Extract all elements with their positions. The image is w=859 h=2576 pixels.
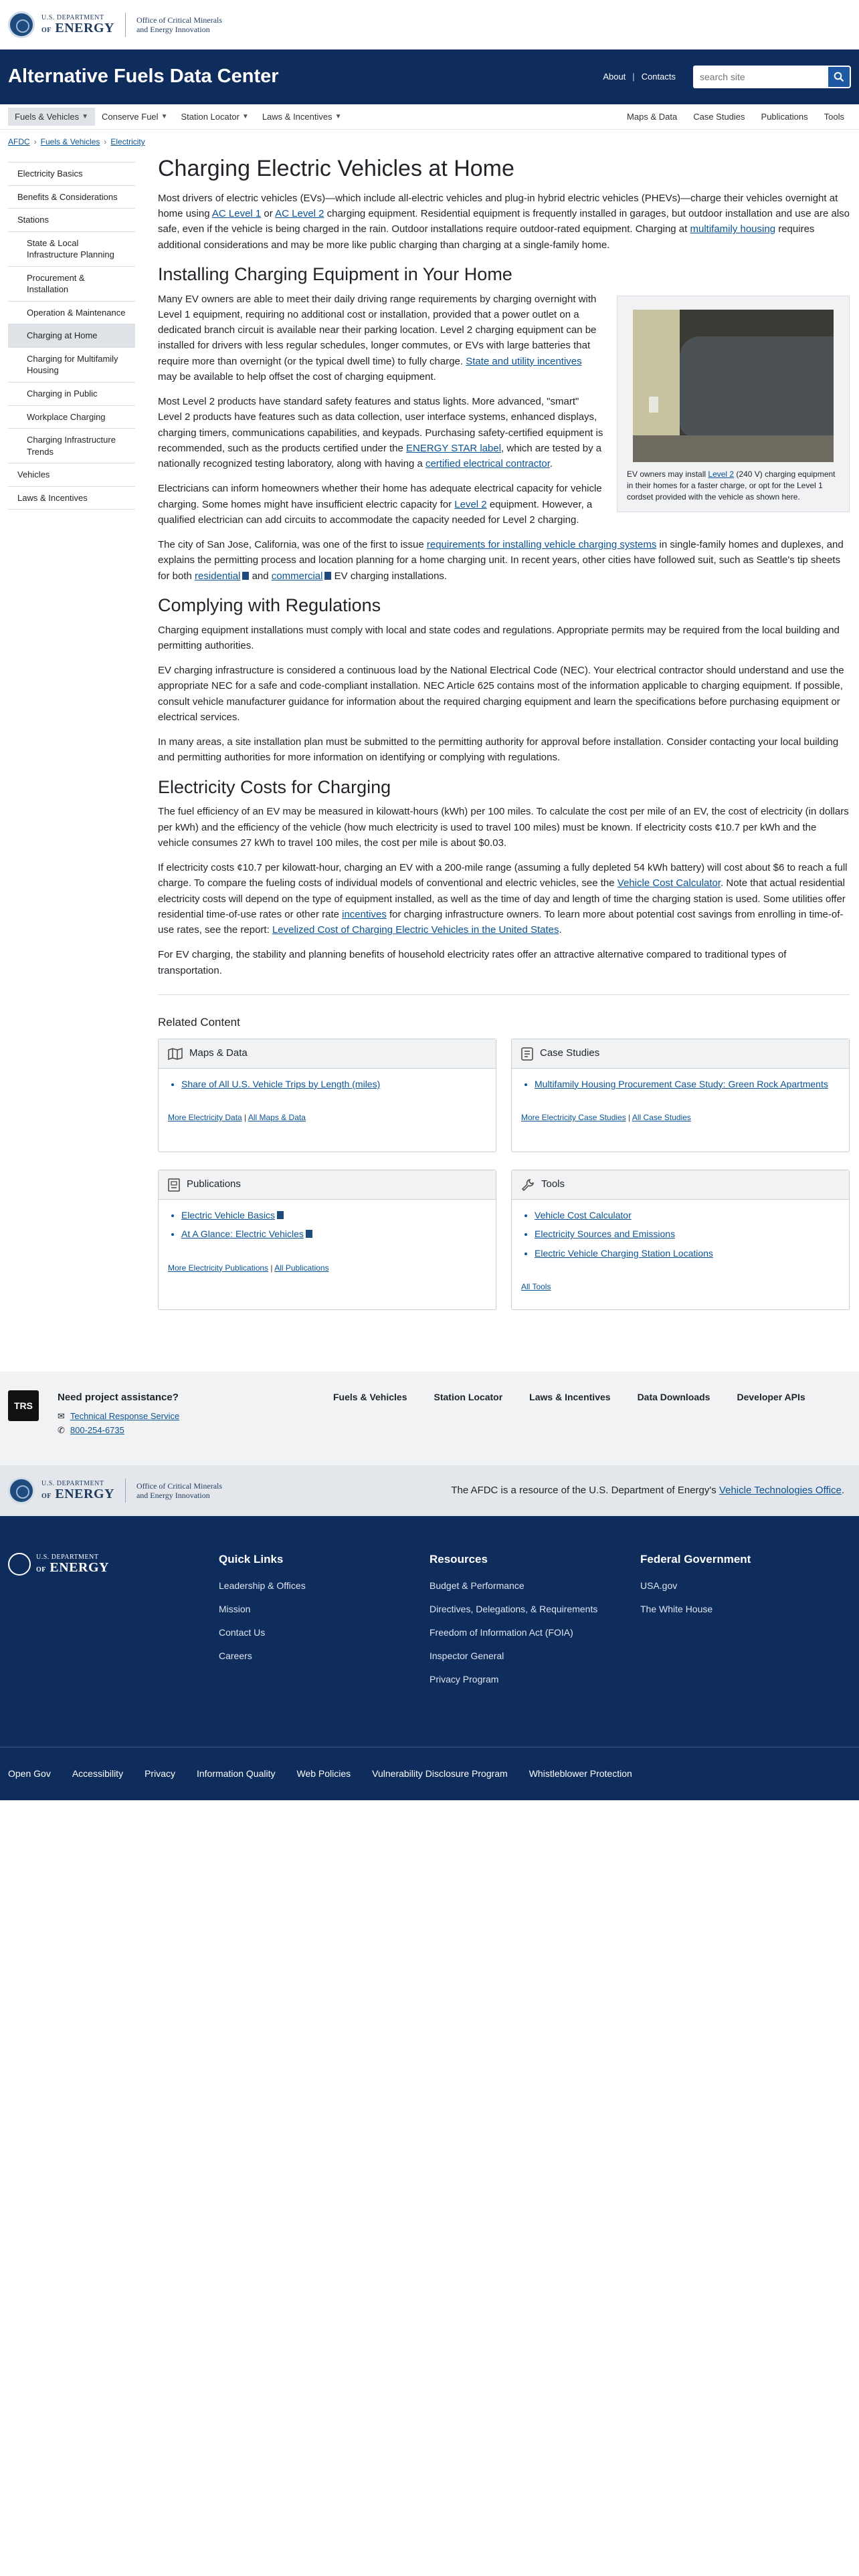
footer-link-mission[interactable]: Mission [219, 1603, 251, 1614]
site-title[interactable]: Alternative Fuels Data Center [8, 66, 279, 88]
footer-link-fuels[interactable]: Fuels & Vehicles [333, 1392, 407, 1403]
about-link[interactable]: About [603, 72, 626, 82]
nav-laws-incentives[interactable]: Laws & Incentives ▼ [262, 111, 342, 122]
breadcrumb-fuels-vehicles[interactable]: Fuels & Vehicles [40, 137, 100, 146]
sidebar-item-trends[interactable]: Charging Infrastructure Trends [8, 428, 135, 463]
footer-link-privacy-program[interactable]: Privacy Program [430, 1673, 499, 1685]
afdc-resource-text: The AFDC is a resource of the U.S. Department of Energy's Vehicle Technologies Office. [451, 1485, 844, 1497]
all-tools-link[interactable]: All Tools [521, 1281, 551, 1291]
search-button[interactable] [827, 66, 851, 88]
publications-card-title: Publications [187, 1178, 241, 1190]
doe-energy-label: ENERGY [55, 21, 114, 35]
doe-seal-icon [8, 11, 35, 38]
install-paragraph-2: Most Level 2 products have standard safety features and status lights. More advanced, "smart" Level 2 products have features such as data collection, user interface systems, enhanced displays, charging timers, communications capabilities, and keypads. Purchasing safety-certified equipment is recommended, such as the products certified under the ENERGY STAR label, which are tested by a nationally recognized testing laboratory, along with having a certified electrical contractor. [158, 396, 603, 470]
costs-paragraph-2: If electricity costs ¢10.7 per kilowatt-hour, charging an EV with a 200-mile range (assuming a fully depleted 54 kWh battery) will cost about $6 to reach a full charge. To compare the fueling costs of individual models of conventional and electric vehicles, see the Vehicle Cost Calculator. Note that actual residential electricity costs will depend on the type of equipment installed, as well as the time of day and length of time the charging station is used. Some utilities offer residential time-of-use rates or other rate incentives for charging infrastructure owners. To learn more about potential cost savings from enrolling in time-of-use rates, see the report: Levelized Cost of Charging Electric Vehicles in the United States. [158, 862, 848, 936]
phone-icon: ✆ [58, 1424, 65, 1435]
map-icon [168, 1048, 183, 1060]
regulations-paragraph-1: Charging equipment installations must comply with local and state codes and regulations. Appropriate permits may be required from the local building and permitting authorities. [158, 624, 840, 651]
sidebar-item-charging-public[interactable]: Charging in Public [8, 382, 135, 405]
related-card-tools [511, 1170, 850, 1310]
footer-link-web-policies[interactable]: Web Policies [296, 1768, 351, 1780]
footer-link-inspector-general[interactable]: Inspector General [430, 1650, 504, 1661]
breadcrumb: AFDC › Fuels & Vehicles › Electricity [8, 137, 145, 146]
charging-figure [617, 296, 850, 512]
chevron-down-icon: ▼ [161, 113, 168, 120]
chevron-down-icon: ▼ [335, 113, 342, 120]
doe-seal-icon [8, 1553, 31, 1576]
site-footer [0, 1516, 859, 1747]
nav-case-studies[interactable]: Case Studies [693, 111, 745, 122]
footer-link-vulnerability[interactable]: Vulnerability Disclosure Program [372, 1768, 508, 1780]
blank-area [0, 1800, 859, 2576]
related-card-maps: Maps & Data • Share of All U.S. Vehicle Trips by Length (miles) More Electricity Data | All Maps & Data [158, 1039, 496, 1152]
doe-topbar [0, 0, 859, 49]
sidebar-item-electricity-basics[interactable]: Electricity Basics [8, 162, 135, 185]
document-icon [277, 1211, 284, 1219]
main-nav [0, 104, 859, 130]
search-icon [834, 72, 844, 82]
footer-link-usa-gov[interactable]: USA.gov [640, 1580, 678, 1591]
doe-resource-band [0, 1465, 859, 1516]
install-paragraph-3: Electricians can inform homeowners whether their home has adequate electrical capacity for vehicle charging. Some homes might have insufficient electric capacity for Level 2 equipment. However, a qualified electrician can add circuits to accommodate the capacity needed for Level 2 charging. [158, 483, 602, 526]
figure-caption: EV owners may install Level 2 (240 V) charging equipment in their homes for a faster charge, or opt for the Level 1 cordset provided with the vehicle as shown here. [627, 469, 836, 502]
regulations-paragraph-2: EV charging infrastructure is considered a continuous load by the National Electrical Code (NEC). Your electrical contractor should understand and use the appropriate NEC for a safe and code-compliant installation. NEC Article 625 contains most of the information applicable to charging equipment. If possible, consult vehicle manufacturer guidance for information about the required charging equipment and learn the specifications before purchasing equipment or electrical services. [158, 665, 844, 723]
doe-logo[interactable]: U.S. DEPARTMENT OF ENERGY Office of Critical Minerals and Energy Innovation [8, 11, 222, 38]
document-icon [306, 1230, 312, 1238]
logo-divider [125, 13, 126, 37]
regulations-paragraph-3: In many areas, a site installation plan must be submitted to the permitting authority for approval before installation. Consider contacting your local building and permitting authorities for more information on identifying or complying with regulations. [158, 736, 839, 764]
doe-dept-label: U.S. DEPARTMENT [41, 14, 104, 21]
footer-federal-government: Federal Government USA.gov The White House [640, 1551, 851, 1747]
related-card-case-studies: Case Studies • Multifamily Housing Procurement Case Study: Green Rock Apartments More Electricity Case Studies | All Case Studies [511, 1039, 850, 1152]
sidebar-item-benefits[interactable]: Benefits & Considerations [8, 185, 135, 209]
site-header: Alternative Fuels Data Center About | Contacts search site [0, 49, 859, 104]
tools-icon [521, 1178, 535, 1192]
nav-tools[interactable]: Tools [824, 111, 844, 122]
list-item[interactable]: • At A Glance: Electric Vehicles [181, 1226, 486, 1241]
footer-link-privacy[interactable]: Privacy [145, 1768, 175, 1780]
nav-maps-data[interactable]: Maps & Data [627, 111, 678, 122]
chevron-down-icon: ▼ [242, 113, 249, 120]
install-paragraph-4: The city of San Jose, California, was one of the first to issue requirements for installing vehicle charging systems in single-family homes and duplexes, and explains the permitting process and location planning for a home charging unit. In recent years, other cities have followed suit, such as Seattle's tip sheets for both residential and commercial EV charging installations. [158, 539, 844, 582]
sidebar [8, 162, 135, 1310]
trs-logo: TRS [8, 1390, 39, 1421]
document-icon [324, 572, 331, 580]
footer-link-careers[interactable]: Careers [219, 1650, 252, 1661]
sidebar-item-charging-at-home[interactable]: Charging at Home [8, 324, 135, 347]
more-electricity-data-link[interactable]: More Electricity Data [168, 1113, 242, 1123]
tools-card-title: Tools [541, 1178, 565, 1190]
energy-star-link[interactable]: ENERGY STAR label [406, 442, 502, 454]
ac-level-2-link[interactable]: AC Level 2 [275, 208, 324, 220]
nav-conserve-fuel[interactable]: Conserve Fuel ▼ [102, 111, 168, 122]
footer-link-directives[interactable]: Directives, Delegations, & Requirements [430, 1603, 598, 1614]
intro-paragraph: Most drivers of electric vehicles (EVs)—which include all-electric vehicles and plug-in hybrid electric vehicles (PHEVs)—charge their vehicles overnight at home using AC Level 1 or AC Level 2 charging equipment. Residential equipment is frequently installed in garages, but outdoor installation and use are also safe, even if the vehicle is being charged in the rain. Outdoor installations require outdoor-rated equipment. Charging at multifamily housing requires additional considerations and may be more like public charging than charging at a single-family home. [158, 192, 850, 251]
footer-link-accessibility[interactable]: Accessibility [72, 1768, 124, 1780]
footer-link-data-downloads[interactable]: Data Downloads [637, 1392, 710, 1403]
level-2-link[interactable]: Level 2 [454, 498, 487, 510]
footer-quick-links: Quick Links Leadership & Offices Mission Contact Us Careers [219, 1551, 430, 1747]
contacts-link[interactable]: Contacts [641, 72, 676, 82]
list-item[interactable]: • Share of All U.S. Vehicle Trips by Length (miles) [181, 1077, 486, 1091]
footer-link-information-quality[interactable]: Information Quality [196, 1768, 276, 1780]
breadcrumb-afdc[interactable]: AFDC [8, 137, 30, 146]
list-item[interactable]: • Multifamily Housing Procurement Case Study: Green Rock Apartments [535, 1077, 840, 1091]
incentives-link[interactable]: State and utility incentives [466, 355, 582, 367]
office-name: Office of Critical Minerals and Energy Innovation [136, 15, 223, 34]
list-item[interactable]: • Vehicle Cost Calculator [535, 1208, 840, 1222]
footer-link-budget[interactable]: Budget & Performance [430, 1580, 524, 1591]
assistance-band [0, 1372, 859, 1465]
doe-logo-white[interactable]: U.S. DEPARTMENT OF ENERGY [8, 1551, 219, 1578]
list-item[interactable]: • Electricity Sources and Emissions [535, 1226, 840, 1241]
sidebar-item-state-local-planning[interactable]: State & Local Infrastructure Planning [8, 231, 135, 266]
levelized-cost-report-link[interactable]: Levelized Cost of Charging Electric Vehicles in the United States [272, 924, 559, 936]
envelope-icon: ✉ [58, 1410, 65, 1421]
install-paragraph-1: Many EV owners are able to meet their daily driving range requirements by charging overnight with Level 1 equipment, requiring no additional cost or installation, provided that a power outlet on a dedicated branch circuit is available near their parking location. Level 2 charging equipment can be installed for drivers with less regular schedules, longer commutes, or EVs with large batteries that require more than overnight (or the typical dwell time) to fully charge. State and utility incentives may be available to help offset the cost of charging equipment. [158, 293, 597, 383]
electrical-contractor-link[interactable]: certified electrical contractor [425, 458, 550, 470]
doe-logo-footer[interactable]: U.S. DEPARTMENT OF ENERGY Office of Critical Minerals and Energy Innovation [8, 1477, 222, 1504]
footer-link-station-locator[interactable]: Station Locator [434, 1392, 503, 1403]
footer-link-open-gov[interactable]: Open Gov [8, 1768, 51, 1780]
commercial-link[interactable]: commercial [271, 570, 323, 582]
footer-link-foia[interactable]: Freedom of Information Act (FOIA) [430, 1626, 573, 1638]
search-form [693, 66, 851, 88]
costs-paragraph-1: The fuel efficiency of an EV may be measured in kilowatt-hours (kWh) per 100 miles. To calculate the cost per mile of an EV, the cost of electricity (in dollars per kWh) and the efficiency of the vehicle (how much electricity is used to travel 100 miles) must be known. If electricity costs ¢10.7 per kWh and the vehicle consumes 27 kWh to travel 100 miles, the cost per mile is about $0.03. [158, 806, 849, 849]
phone-link[interactable]: 800-254-6735 [70, 1424, 124, 1435]
sidebar-item-vehicles[interactable]: Vehicles [8, 463, 135, 486]
heading-regulations: Complying with Regulations [158, 595, 381, 615]
costs-paragraph-3: For EV charging, the stability and planning benefits of household electricity rates offer an attractive alternative compared to traditional types of transportation. [158, 949, 787, 976]
sidebar-item-laws[interactable]: Laws & Incentives [8, 486, 135, 510]
footer-link-whistleblower[interactable]: Whistleblower Protection [529, 1768, 632, 1780]
nav-publications[interactable]: Publications [761, 111, 808, 122]
page-title: Charging Electric Vehicles at Home [158, 156, 514, 181]
heading-costs: Electricity Costs for Charging [158, 776, 391, 797]
technical-response-link[interactable]: Technical Response Service [70, 1410, 180, 1421]
footer-link-white-house[interactable]: The White House [640, 1603, 713, 1614]
footer-link-laws[interactable]: Laws & Incentives [529, 1392, 611, 1403]
document-icon [242, 572, 249, 580]
nav-station-locator[interactable]: Station Locator ▼ [181, 111, 249, 122]
rate-incentives-link[interactable]: incentives [342, 908, 387, 920]
footer-link-contact-us[interactable]: Contact Us [219, 1626, 266, 1638]
all-maps-data-link[interactable]: All Maps & Data [248, 1113, 306, 1123]
all-case-studies-link[interactable]: All Case Studies [632, 1113, 691, 1123]
sidebar-item-stations[interactable]: Stations [8, 208, 135, 231]
vto-link[interactable]: Vehicle Technologies Office [719, 1485, 842, 1497]
case-study-icon [521, 1047, 533, 1061]
publication-icon [168, 1178, 180, 1192]
san-jose-requirements-link[interactable]: requirements for installing vehicle charging systems [426, 539, 657, 551]
related-card-publications: Publications • Electric Vehicle Basics • At A Glance: Electric Vehicles More Electricity Publications | All Publications [158, 1170, 496, 1310]
related-content-heading: Related Content [158, 1015, 240, 1029]
footer-link-leadership[interactable]: Leadership & Offices [219, 1580, 306, 1591]
list-item[interactable]: • Electric Vehicle Basics [181, 1208, 486, 1222]
vehicle-cost-calculator-link[interactable]: Vehicle Cost Calculator [617, 877, 721, 889]
section-divider [158, 994, 850, 995]
sidebar-item-multifamily[interactable]: Charging for Multifamily Housing [8, 347, 135, 382]
multifamily-link[interactable]: multifamily housing [690, 223, 776, 235]
charger-outlet-icon [649, 397, 658, 413]
breadcrumb-electricity[interactable]: Electricity [110, 137, 145, 146]
sidebar-item-procurement[interactable]: Procurement & Installation [8, 266, 135, 301]
caption-level-2-link[interactable]: Level 2 [708, 469, 735, 479]
list-item[interactable]: • Electric Vehicle Charging Station Locations [535, 1246, 840, 1261]
footer-link-developer-apis[interactable]: Developer APIs [737, 1392, 805, 1403]
related-content-grid [158, 1039, 850, 1310]
more-publications-link[interactable]: More Electricity Publications [168, 1263, 269, 1273]
heading-installing: Installing Charging Equipment in Your Home [158, 263, 512, 284]
doe-seal-icon [8, 1477, 35, 1504]
more-case-studies-link[interactable]: More Electricity Case Studies [521, 1113, 626, 1123]
assistance-title: Need project assistance? [58, 1392, 179, 1404]
footer-resources: Resources Budget & Performance Directives, Delegations, & Requirements Freedom of Information Act (FOIA) Inspector General Privacy Program [430, 1551, 640, 1747]
nav-fuels-vehicles[interactable]: Fuels & Vehicles ▼ [8, 108, 95, 126]
main-content [135, 154, 851, 1310]
sidebar-item-workplace[interactable]: Workplace Charging [8, 405, 135, 429]
search-input[interactable] [693, 66, 827, 88]
sidebar-item-operation[interactable]: Operation & Maintenance [8, 301, 135, 324]
footer-bottom-bar [0, 1747, 859, 1800]
chevron-down-icon: ▼ [82, 113, 89, 120]
maps-card-title: Maps & Data [189, 1047, 248, 1059]
all-publications-link[interactable]: All Publications [274, 1263, 329, 1273]
residential-link[interactable]: residential [195, 570, 241, 582]
ev-charging-photo [633, 310, 834, 462]
case-studies-card-title: Case Studies [540, 1047, 600, 1059]
ac-level-1-link[interactable]: AC Level 1 [211, 208, 262, 220]
